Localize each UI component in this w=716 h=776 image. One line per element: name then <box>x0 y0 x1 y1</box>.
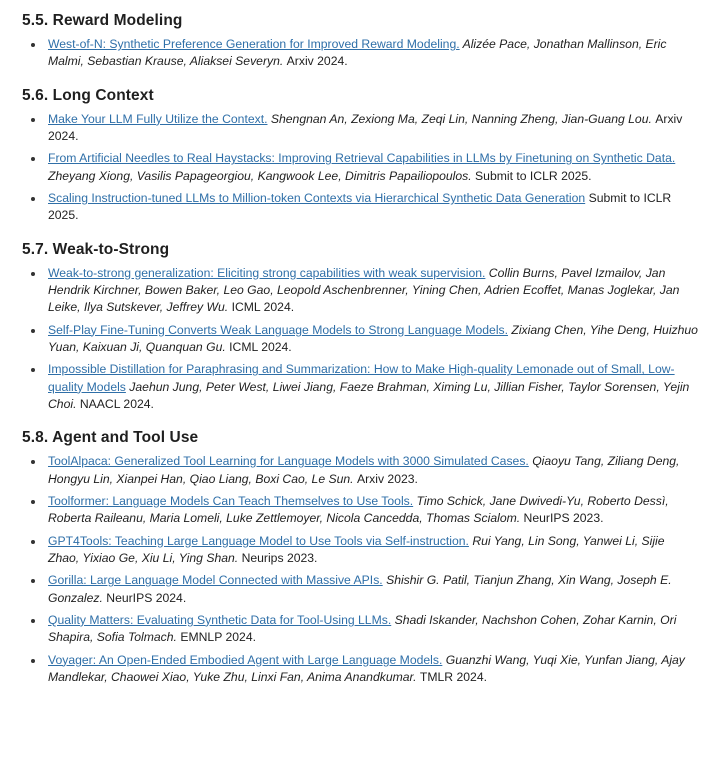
reference-section <box>22 87 698 225</box>
reference-item <box>22 111 698 146</box>
reference-authors: Shadi Iskander, Nachshon Cohen, Zohar Karnin, Ori Shapira, Sofia Tolmach. <box>48 612 677 645</box>
reference-link[interactable]: GPT4Tools: Teaching Large Language Model to Use Tools via Self-instruction. <box>48 533 469 548</box>
reference-venue: Arxiv 2023. <box>356 471 418 486</box>
reference-link[interactable]: Quality Matters: Evaluating Synthetic Data for Tool-Using LLMs. <box>48 612 392 627</box>
reference-link[interactable]: Impossible Distillation for Paraphrasing and Summarization: How to Make High-quality Lemonade out of Small, Low-quality Models <box>48 362 675 394</box>
reference-item <box>22 36 698 71</box>
reference-authors: Collin Burns, Pavel Izmailov, Jan Hendrik Kirchner, Bowen Baker, Leo Gao, Leopold Aschenbrenner, Yining Chen, Adrien Ecoffet, Manas Joglekar, Jan Leike, Ilya Sutskever, Jeffrey Wu. <box>48 265 680 315</box>
reference-link[interactable]: From Artificial Needles to Real Haystacks: Improving Retrieval Capabilities in LLMs by Finetuning on Synthetic Data. <box>48 151 676 166</box>
reference-section <box>22 241 698 414</box>
reference-section <box>22 12 698 71</box>
reference-list <box>22 111 698 225</box>
reference-authors: Shishir G. Patil, Tianjun Zhang, Xin Wang, Joseph E. Gonzalez. <box>48 573 672 605</box>
reference-link[interactable]: Scaling Instruction-tuned LLMs to Million-token Contexts via Hierarchical Synthetic Data Generation <box>48 190 586 205</box>
reference-item <box>22 652 698 687</box>
reference-authors: Shengnan An, Zexiong Ma, Zeqi Lin, Nanning Zheng, Jian-Guang Lou. <box>270 111 652 126</box>
section-heading: 5.7. Weak-to-Strong <box>22 240 170 258</box>
reference-venue: Submit to ICLR 2025. <box>48 190 672 223</box>
reference-item <box>22 533 698 568</box>
reference-item <box>22 190 698 225</box>
reference-item <box>22 322 698 357</box>
reference-section <box>22 429 698 686</box>
reference-venue: ICML 2024. <box>231 300 295 315</box>
reference-link[interactable]: West-of-N: Synthetic Preference Generation for Improved Reward Modeling. <box>48 37 460 51</box>
reference-item <box>22 612 698 647</box>
reference-authors: Rui Yang, Lin Song, Yanwei Li, Sijie Zhao, Yixiao Ge, Xiu Li, Ying Shan. <box>48 533 665 565</box>
reference-venue: Arxiv 2024. <box>48 111 683 143</box>
reference-authors: Qiaoyu Tang, Ziliang Deng, Hongyu Lin, Xianpei Han, Qiao Liang, Boxi Cao, Le Sun. <box>48 454 680 486</box>
reference-authors: Alizée Pace, Jonathan Mallinson, Eric Malmi, Sebastian Krause, Aliaksei Severyn. <box>48 37 667 69</box>
reference-item <box>22 265 698 317</box>
reference-venue: TMLR 2024. <box>419 669 487 684</box>
reference-link[interactable]: Make Your LLM Fully Utilize the Context. <box>48 111 268 126</box>
reference-item <box>22 493 698 528</box>
reference-authors: Zheyang Xiong, Vasilis Papageorgiou, Kangwook Lee, Dimitris Papailiopoulos. <box>48 168 472 183</box>
reference-link[interactable]: Weak-to-strong generalization: Eliciting strong capabilities with weak supervision. <box>48 265 486 280</box>
section-heading: 5.5. Reward Modeling <box>22 12 183 29</box>
reference-venue: Neurips 2023. <box>241 550 318 565</box>
reference-authors: Zixiang Chen, Yihe Deng, Huizhuo Yuan, Kaixuan Ji, Quanquan Gu. <box>48 322 698 354</box>
reference-list <box>22 265 698 414</box>
reference-venue: ICML 2024. <box>229 339 292 354</box>
reference-authors: Guanzhi Wang, Yuqi Xie, Yunfan Jiang, Ajay Mandlekar, Chaowei Xiao, Yuke Zhu, Linxi Fan, Anima Anandkumar. <box>48 652 685 684</box>
reference-item <box>22 453 698 488</box>
section-heading: 5.6. Long Context <box>22 86 154 104</box>
sections-container <box>22 12 698 686</box>
reference-venue: EMNLP 2024. <box>180 630 256 645</box>
reference-list <box>22 36 698 71</box>
reference-venue: NeurIPS 2023. <box>523 511 604 526</box>
reference-list <box>22 453 698 686</box>
reference-item <box>22 572 698 607</box>
reference-link[interactable]: Gorilla: Large Language Model Connected with Massive APIs. <box>48 573 383 588</box>
reference-venue: Arxiv 2024. <box>286 54 348 69</box>
reference-venue: NAACL 2024. <box>79 396 154 411</box>
reference-link[interactable]: Self-Play Fine-Tuning Converts Weak Language Models to Strong Language Models. <box>48 322 509 337</box>
reference-authors: Jaehun Jung, Peter West, Liwei Jiang, Faeze Brahman, Ximing Lu, Jillian Fisher, Taylor Sorensen, Yejin Choi. <box>48 379 690 411</box>
reference-venue: NeurIPS 2024. <box>106 590 187 605</box>
reference-link[interactable]: ToolAlpaca: Generalized Tool Learning for Language Models with 3000 Simulated Cases. <box>48 454 529 469</box>
reference-venue: Submit to ICLR 2025. <box>475 168 592 183</box>
reference-item <box>22 361 698 413</box>
section-heading: 5.8. Agent and Tool Use <box>22 429 199 447</box>
reference-item <box>22 150 698 185</box>
reference-link[interactable]: Voyager: An Open-Ended Embodied Agent with Large Language Models. <box>48 652 443 667</box>
reference-authors: Timo Schick, Jane Dwivedi-Yu, Roberto Dessì, Roberta Raileanu, Maria Lomeli, Luke Zettlemoyer, Nicola Cancedda, Thomas Scialom. <box>48 493 669 526</box>
reference-link[interactable]: Toolformer: Language Models Can Teach Themselves to Use Tools. <box>48 493 414 508</box>
